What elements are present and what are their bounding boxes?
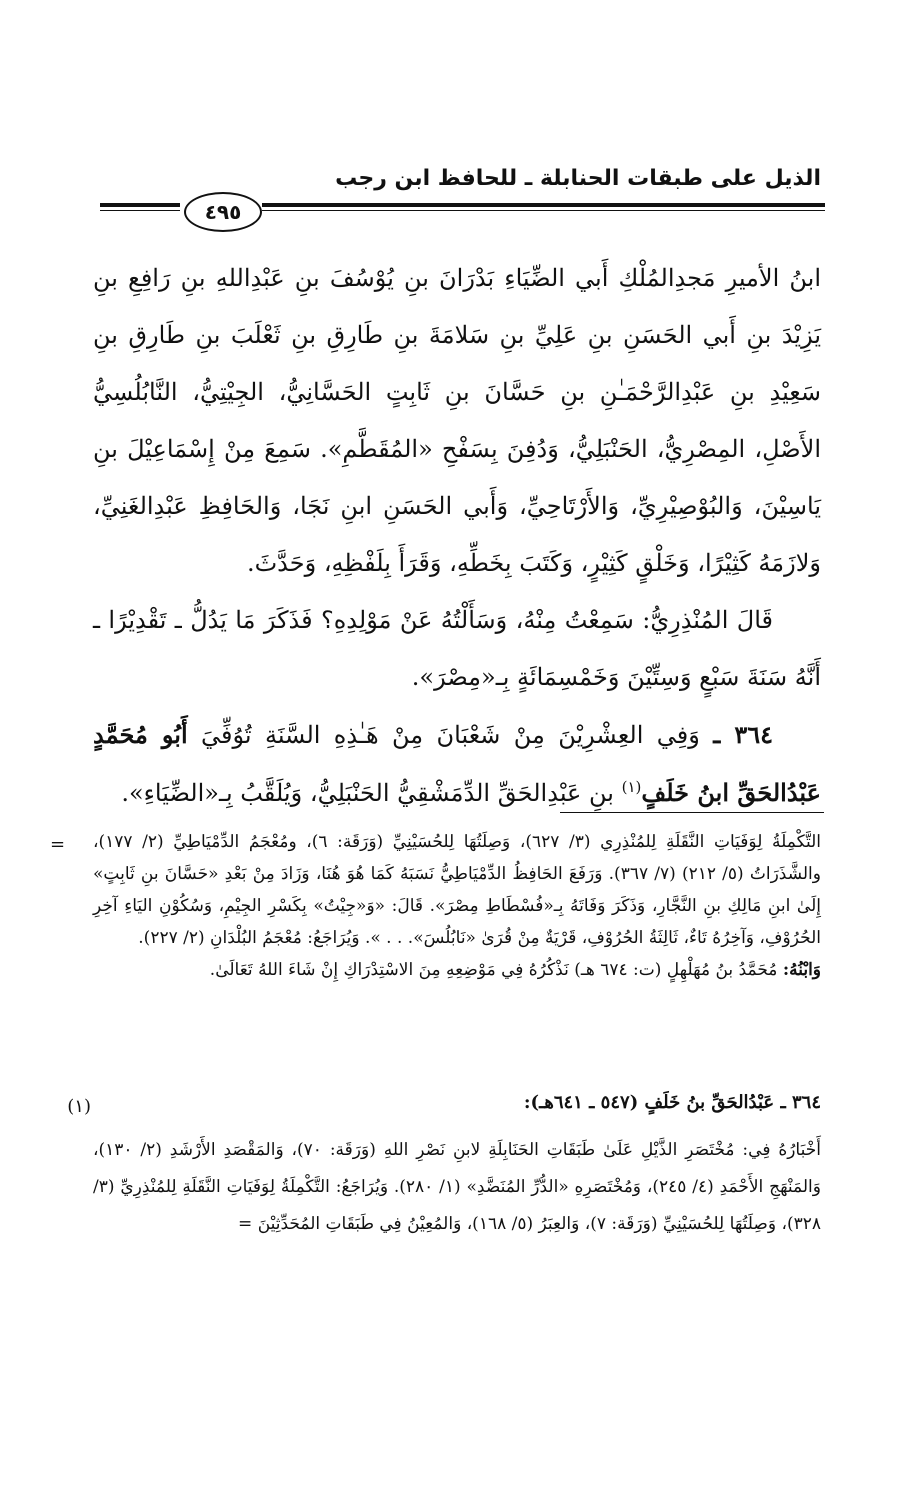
entry-intro: وَفِي العِشْرِيْنَ مِنْ شَعْبَانَ مِنْ هَـٰذِهِ السَّنَةِ تُوُفِّيَ [201, 721, 700, 749]
page-number: ٤٩٥ [184, 192, 262, 232]
son-label: وَابْنُهُ: [782, 960, 821, 980]
footnote-text: التَّكْمِلَةُ لِوَفَيَاتِ النَّقَلَةِ لِلمُنْذِرِي (٣/ ٦٢٧)، وَصِلَتُهَا لِلحُسَيْنِيِّ (وَرَقَة: ٦)، ومُعْجَمُ الدِّمْيَاطِيِّ (٢/ ١٧٧)، والشَّذَرَاتُ (٥/ ٢١٢) (٧/ ٣٦٧). وَرَفَعَ الحَافِظُ الدِّمْيَاطِيُّ نَسَبَهُ كَمَا هُوَ هُنَا، وَزَادَ مِنْ بَعْدِ «حَسَّانَ بنِ ثَابِتٍ» إِلَىٰ ابنِ مَالِكِ بنِ النَّجَّارِ، وَذَكَرَ وَفَاتَهُ بِـ«فُسْطَاطِ مِصْرَ». قَالَ: «وَ«جِيْتُ» بِكَسْرِ الجِيْمِ، وَسُكُوْنِ اليَاءِ آخِرِ الحُرُوْفِ، وَآخِرُهُ تَاءٌ، ثَالِثَةُ الحُرُوْفِ، قَرْيَةٌ مِنْ قُرَىٰ «نَابُلُسَ». . . ». وَيُرَاجَعُ: مُعْجَمُ البُلْدَانِ (٢/ ٢٢٧). [93, 832, 821, 948]
header-rule [262, 203, 825, 207]
header-rule-thin [262, 210, 825, 211]
main-text [93, 250, 821, 822]
footnote-body: أَخْبَارُهُ فِي: مُخْتَصَرِ الذَّيْلِ عَلَىٰ طَبَقَاتِ الحَنَابِلَةِ لابنِ نَصْرِ اللهِ (وَرَقَة: ٧٠)، وَالمَقْصَدِ الأَرْشَدِ (٢/ ١٣٠)، وَالمَنْهَجِ الأَحْمَدِ (٤/ ٢٤٥)، وَمُخْتَصَرِهِ «الدُّرِّ المُنَضَّدِ» (١/ ٢٨٠). وَيُرَاجَعُ: التَّكْمِلَةُ لِوَفَيَاتِ النَّقَلَةِ لِلمُنْذِرِيِّ (٣/ ٣٢٨)، وَصِلَتُهَا لِلحُسَيْنِيِّ (وَرَقَة: ٧)، وَالعِبَرُ (٥/ ١٦٨)، وَالمُعِيْنُ فِي طَبَقَاتِ المُحَدِّثِيْنَ = [93, 1140, 821, 1234]
footnote-separator [560, 812, 824, 813]
paragraph: قَالَ المُنْذِرِيُّ: سَمِعْتُ مِنْهُ، وَسَأَلْتُهُ عَنْ مَوْلِدِهِ؟ فَذَكَرَ مَا يَدُلُّ ـ تَقْدِيْرًا ـ أَنَّهُ سَنَةَ سَبْعٍ وَسِتِّيْنَ وَخَمْسِمَائَةٍ بِـ«مِصْرَ». [93, 606, 821, 691]
entry-paragraph [93, 706, 821, 822]
footnote-son [93, 954, 821, 986]
paragraph: ابنُ الأميرِ مَجدِالمُلْكِ أَبي الضِّيَاءِ بَدْرَانَ بنِ يُوْسُفَ بنِ عَبْدِاللهِ بنِ رَافِعِ بنِ يَزِيْدَ بنِ أَبي الحَسَنِ بنِ عَلِيِّ بنِ سَلامَةَ بنِ طَارِقِ بنِ ثَعْلَبَ بنِ طَارِقِ بنِ سَعِيْدِ بنِ عَبْدِالرَّحْمَـٰنِ بنِ حَسَّانَ بنِ ثَابِتٍ الحَسَّانِيُّ، الجِيْتِيُّ، النَّابُلُسِيُّ الأَصْلِ، المِصْرِيُّ، الحَنْبَلِيُّ، وَدُفِنَ بِسَفْحِ «المُقَطَّمِ». سَمِعَ مِنْ إِسْمَاعِيْلَ بنِ يَاسِيْنَ، وَالبُوْصِيْرِيِّ، وَالأَرْتَاحِيِّ، وَأَبي الحَسَنِ ابنِ نَجَا، وَالحَافِظِ عَبْدِالغَنِيِّ، وَلازَمَهُ كَثِيْرًا، وَخَلْقٍ كَثِيْرٍ، وَكَتَبَ بِخَطِّهِ، وَقَرَأَ بِلَفْظِهِ، وَحَدَّثَ. [93, 264, 821, 577]
son-text: مُحَمَّدُ بنُ مُهَلْهِلٍ (ت: ٦٧٤ هـ) نَذْكُرُهُ فِي مَوْضِعِهِ مِنَ الاسْتِدْرَاكِ إِنْ شَاءَ اللهُ تَعَالَىٰ. [209, 960, 778, 980]
entry-rest: بنِ عَبْدِالحَقِّ الدِّمَشْقِيُّ الحَنْبَلِيُّ، وَيُلَقَّبُ بِـ«الضِّيَاءِ». [121, 779, 614, 807]
footnote-reference[interactable]: (١) [621, 778, 642, 796]
entry-name: أَبُو مُحَمَّدٍ عَبْدُالحَقِّ ابنُ خَلَفٍ [93, 720, 821, 807]
footnote-heading: ٣٦٤ ـ عَبْدُالحَقِّ بنُ خَلَفٍ (٥٤٧ ـ ٦٤١هـ): [523, 1092, 821, 1113]
continuation-marker: = [50, 834, 66, 855]
header-rule-short [100, 203, 180, 207]
running-header: الذيل على طبقات الحنابلة ـ للحافظ ابن رجب [335, 166, 821, 191]
footnotes-previous [93, 826, 821, 986]
footnote-number: (١) [67, 1096, 91, 1117]
header-rule-short-thin [100, 210, 180, 211]
entry-number: ٣٦٤ ـ [713, 720, 773, 749]
